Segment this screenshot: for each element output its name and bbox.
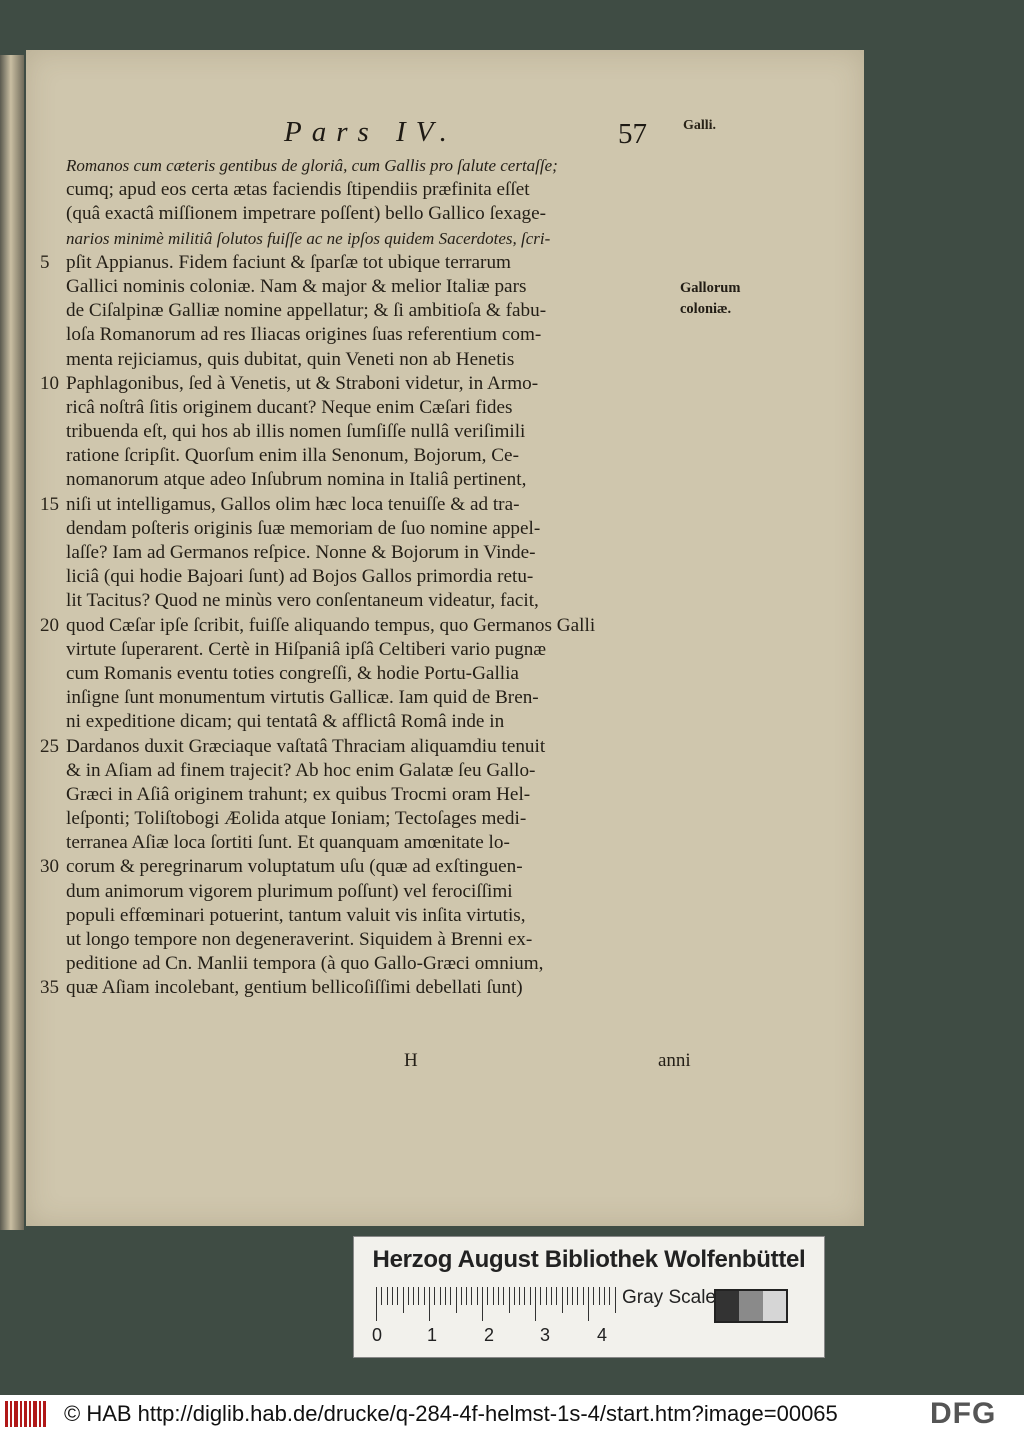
ruler-tick [482,1287,483,1321]
text-line [66,396,866,420]
ruler-tick [429,1287,430,1321]
gray-scale-label: Gray Scale [622,1287,716,1308]
line-text: (quâ exactâ miſſionem impetrare poſſent) bello Gallico ſexage- [66,203,547,225]
scale-ruler [376,1287,616,1321]
line-text: tribuenda eſt, qui hos ab illis nomen ſumſiſſe nullâ veriſimili [66,421,526,443]
scale-label-4: 4 [597,1325,608,1345]
line-text: terranea Aſiæ loca ſortiti ſunt. Et quanquam amœnitate lo- [66,832,510,854]
ruler-tick [498,1287,499,1305]
text-line [66,444,866,468]
line-text: pſit Appianus. Fidem faciunt & ſparſæ tot ubique terrarum [66,251,511,273]
ruler-tick [397,1287,398,1305]
line-text: leſponti; Toliſtobogi Æolida atque Ioniam; Tectoſages medi- [66,808,527,830]
copyright-url[interactable]: © HAB http://diglib.hab.de/drucke/q-284-4f-helmst-1s-4/start.htm?image=00065 [64,1401,838,1426]
text-line [40,372,866,396]
dfg-logo: DFG [930,1397,997,1430]
line-text: quæ Aſiam incolebant, gentium bellicoſiſſimi debellati ſunt) [66,977,523,999]
ruler-tick [615,1287,616,1313]
gray-scale-swatches [714,1289,788,1323]
text-line [66,517,866,541]
text-line [66,928,866,952]
ruler-tick [593,1287,594,1305]
line-text: peditione ad Cn. Manlii tempora (à quo Gallo-Græci omnium, [66,953,544,975]
text-line [66,565,866,589]
text-line [66,783,866,807]
line-text: quod Cæſar ipſe ſcribit, fuiſſe aliquando tempus, quo Germanos Galli [66,614,596,636]
text-line [40,493,866,517]
previous-page-edge [0,55,24,1230]
line-text: menta rejiciamus, quis dubitat, quin Veneti non ab Henetis [66,348,515,370]
line-number: 5 [40,251,50,273]
text-line [66,638,866,662]
ruler-tick [514,1287,515,1305]
ruler-tick [609,1287,610,1305]
ruler-tick [456,1287,457,1313]
ruler-tick [551,1287,552,1305]
text-line [66,662,866,686]
ruler-tick [477,1287,478,1305]
page-header [26,116,864,156]
line-text: Dardanos duxit Græciaque vaſtatâ Thraciam aliquamdiu tenuit [66,735,546,757]
hab-barcode-logo [5,1401,49,1427]
gray-swatch-0 [716,1291,739,1321]
text-line [66,323,866,347]
ruler-tick [530,1287,531,1305]
text-line [66,299,866,323]
signature-mark: H [404,1050,418,1071]
line-text: laſſe? Iam ad Germanos reſpice. Nonne & Bojorum in Vinde- [66,542,536,563]
scale-labels [372,1325,632,1345]
margin-note-galli: Galli. [683,118,717,133]
line-text: Romanos cum cæteris gentibus de gloriâ, cum Gallis pro ſalute certaſſe; [66,156,558,175]
gray-swatch-1 [739,1291,762,1321]
text-line [66,202,866,226]
library-color-card [353,1236,825,1358]
ruler-tick [466,1287,467,1305]
text-line [66,686,866,710]
ruler-tick [487,1287,488,1305]
scale-label-2: 2 [484,1325,495,1345]
line-text: ricâ noſtrâ ſitis originem ducant? Neque enim Cæſari fides [66,396,513,418]
ruler-tick [599,1287,600,1305]
text-line [66,880,866,904]
ruler-tick [413,1287,414,1305]
text-line [66,807,866,831]
text-line [66,759,866,783]
ruler-tick [424,1287,425,1305]
ruler-tick [583,1287,584,1305]
ruler-tick [493,1287,494,1305]
side-note-line-2: coloniæ. [680,301,732,317]
line-text: narios minimè militiâ ſolutos fuiſſe ac ne ipſos quidem Sacerdotes, ſcri- [66,228,551,248]
ruler-tick [381,1287,382,1305]
library-name: Herzog August Bibliothek Wolfenbüttel [372,1246,806,1273]
scale-label-3: 3 [540,1325,551,1345]
body-text [40,154,866,1001]
ruler-tick [519,1287,520,1305]
scale-label-1: 1 [427,1325,438,1345]
line-number: 35 [40,977,59,999]
line-number: 20 [40,614,59,636]
text-line [66,275,866,299]
line-number: 25 [40,735,59,757]
ruler-tick [445,1287,446,1305]
line-text: Paphlagonibus, ſed à Venetis, ut & Straboni videtur, in Armo- [66,372,539,394]
footer-bar [0,1395,1024,1434]
line-text: de Ciſalpinæ Galliæ nomine appellatur; & ſi ambitioſa & fabu- [66,300,547,322]
ruler-tick [524,1287,525,1305]
text-line [66,420,866,444]
text-line [66,904,866,928]
ruler-tick [376,1287,377,1321]
ruler-tick [540,1287,541,1305]
line-text: ut longo tempore non degeneraverint. Siquidem à Brenni ex- [66,929,533,950]
text-line [66,154,866,178]
line-text: inſigne ſunt monumentum virtutis Gallicæ. Iam quid de Bren- [66,687,539,709]
line-text: populi effœminari potuerint, tantum valuit vis inſita virtutis, [66,904,526,926]
ruler-tick [577,1287,578,1305]
line-text: Græci in Aſiâ originem trahunt; ex quibus Trocmi oram Hel- [66,783,531,805]
text-line [66,589,866,613]
gray-swatch-2 [763,1291,786,1321]
ruler-tick [572,1287,573,1305]
line-text: ni expeditione dicam; qui tentatâ & afflictâ Româ inde in [66,711,505,733]
ruler-tick [562,1287,563,1313]
book-page [26,50,864,1226]
text-line [66,227,866,251]
line-text: virtute ſuperarent. Certè in Hiſpaniâ ipſâ Celtiberi vario pugnæ [66,638,547,660]
text-line [66,831,866,855]
text-line [40,251,866,275]
line-text: cumq; apud eos certa ætas faciendis ſtipendiis præfinita eſſet [66,179,530,201]
page-number: 57 [618,118,647,150]
ruler-tick [546,1287,547,1305]
ruler-tick [418,1287,419,1305]
line-text: corum & peregrinarum voluptatum uſu (quæ ad exſtinguen- [66,856,523,878]
running-head: Pars IV. [284,116,457,148]
ruler-tick [588,1287,589,1321]
line-text: loſa Romanorum ad res Iliacas origines ſuas referentium com- [66,324,542,346]
line-number: 10 [40,372,59,394]
ruler-tick [535,1287,536,1321]
line-number: 15 [40,493,59,515]
ruler-tick [556,1287,557,1305]
line-text: ratione ſcripſit. Quorſum enim illa Senonum, Bojorum, Ce- [66,445,519,467]
ruler-tick [503,1287,504,1305]
text-line [66,541,866,565]
line-text: cum Romanis eventu toties congreſſi, & hodie Portu-Gallia [66,662,519,684]
ruler-tick [440,1287,441,1305]
text-line [66,178,866,202]
line-text: lit Tacitus? Quod ne minùs vero conſentaneum videatur, facit, [66,590,539,612]
page-footer-line [66,1050,706,1074]
line-text: & in Aſiam ad finem trajecit? Ab hoc enim Galatæ ſeu Gallo- [66,759,536,781]
text-line [40,614,866,638]
side-note-line-1: Gallorum [680,280,741,296]
ruler-tick [509,1287,510,1313]
text-line [66,952,866,976]
ruler-tick [408,1287,409,1305]
catchword: anni [658,1050,691,1071]
line-text: dum animorum vigorem plurimum poſſunt) vel ferociſſimi [66,880,513,902]
ruler-tick [471,1287,472,1305]
text-line [40,735,866,759]
text-line [66,710,866,734]
scale-label-0: 0 [372,1325,383,1345]
ruler-tick [604,1287,605,1305]
line-text: liciâ (qui hodie Bajoari ſunt) ad Bojos Gallos primordia retu- [66,566,534,588]
line-number: 30 [40,856,59,878]
ruler-tick [567,1287,568,1305]
line-text: niſi ut intelligamus, Gallos olim hæc loca tenuiſſe & ad tra- [66,493,520,515]
line-text: dendam poſteris originis ſuæ memoriam de ſuo nomine appel- [66,517,541,539]
ruler-tick [450,1287,451,1305]
line-text: nomanorum atque adeo Inſubrum nomina in Italiâ pertinent, [66,469,527,491]
text-line [40,855,866,879]
ruler-tick [434,1287,435,1305]
ruler-tick [403,1287,404,1313]
ruler-tick [392,1287,393,1305]
ruler-tick [387,1287,388,1305]
text-line [66,468,866,492]
text-line [66,348,866,372]
ruler-tick [461,1287,462,1305]
text-line [40,976,866,1000]
line-text: Gallici nominis coloniæ. Nam & major & melior Italiæ pars [66,275,527,297]
